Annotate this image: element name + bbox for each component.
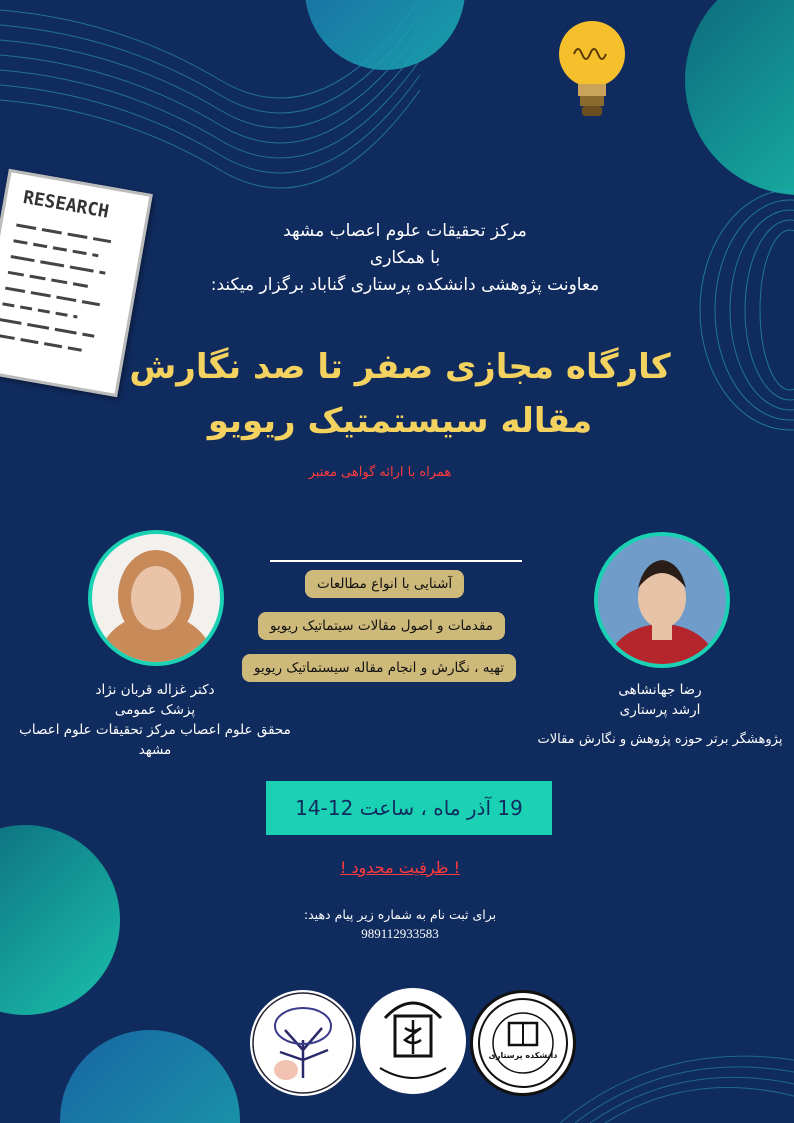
decor-circle-top [305, 0, 465, 70]
left-speaker-avatar [92, 534, 220, 662]
schedule-box: 19 آذر ماه ، ساعت 12-14 [266, 781, 552, 835]
right-speaker-photo-frame [594, 532, 730, 668]
registration-phone[interactable]: 989112933583 [361, 926, 439, 941]
person-icon [598, 536, 726, 664]
header-text [140, 218, 670, 299]
lightbulb-icon [552, 12, 632, 132]
left-speaker-affiliation-1: محقق علوم اعصاب مرکز تحقیقات علوم اعصاب [19, 722, 291, 738]
certificate-note: همراه با ارائه گواهی معتبر [308, 465, 452, 480]
right-speaker-info [530, 680, 790, 750]
nursing-faculty-logo [470, 990, 576, 1096]
left-speaker-photo-frame [88, 530, 224, 666]
nursing-faculty-label: دانشکده پرستاری [488, 1051, 558, 1060]
medical-emblem-icon [360, 988, 466, 1094]
divider [270, 560, 522, 562]
left-speaker-affiliation-2: مشهد [138, 742, 172, 758]
seal-ring-icon [473, 993, 573, 1093]
right-speaker-avatar [598, 536, 726, 664]
title-line-1: کارگاه مجازی صفر تا صد نگارش [129, 347, 671, 387]
left-speaker-name: دکتر غزاله قربان نژاد [95, 682, 215, 698]
right-speaker-name: رضا جهانشاهی [618, 682, 702, 698]
title-line-2: مقاله سیستمتیک ریویو [207, 401, 593, 441]
wire-shape-right [700, 190, 794, 430]
neuroscience-center-logo [250, 990, 356, 1096]
header-line-2: با همکاری [369, 248, 441, 268]
topic-pill-1: آشنایی با انواع مطالعات [305, 570, 464, 598]
header-line-3: معاونت پژوهشی دانشکده پرستاری گناباد برگزار میکند: [210, 275, 600, 295]
decor-circle-bottom [60, 1030, 240, 1123]
left-speaker-info [10, 680, 300, 760]
brain-tree-icon [250, 990, 356, 1096]
person-icon [92, 534, 220, 662]
decor-circle-bottom-left [0, 825, 120, 1015]
research-label: RESEARCH [21, 186, 111, 223]
header-line-1: مرکز تحقیقات علوم اعصاب مشهد [283, 221, 527, 241]
topic-pill-3: تهیه ، نگارش و انجام مقاله سیستماتیک ریویو [242, 654, 516, 682]
registration-instruction: برای ثبت نام به شماره زیر پیام دهید: [303, 907, 497, 922]
workshop-title [100, 340, 700, 448]
right-speaker-description: پژوهشگر برتر حوزه پژوهش و نگارش مقالات [537, 732, 783, 747]
right-speaker-role: ارشد پرستاری [619, 702, 701, 718]
wave-lines-bottom-right [560, 1056, 794, 1123]
topic-pill-2: مقدمات و اصول مقالات سیتماتیک ریویو [258, 612, 505, 640]
capacity-notice: ! ظرفیت محدود ! [340, 858, 460, 877]
left-speaker-role: پزشک عمومی [114, 702, 196, 718]
university-logo [360, 988, 466, 1094]
decor-circle-top-right [685, 0, 794, 195]
registration-info [270, 905, 530, 943]
